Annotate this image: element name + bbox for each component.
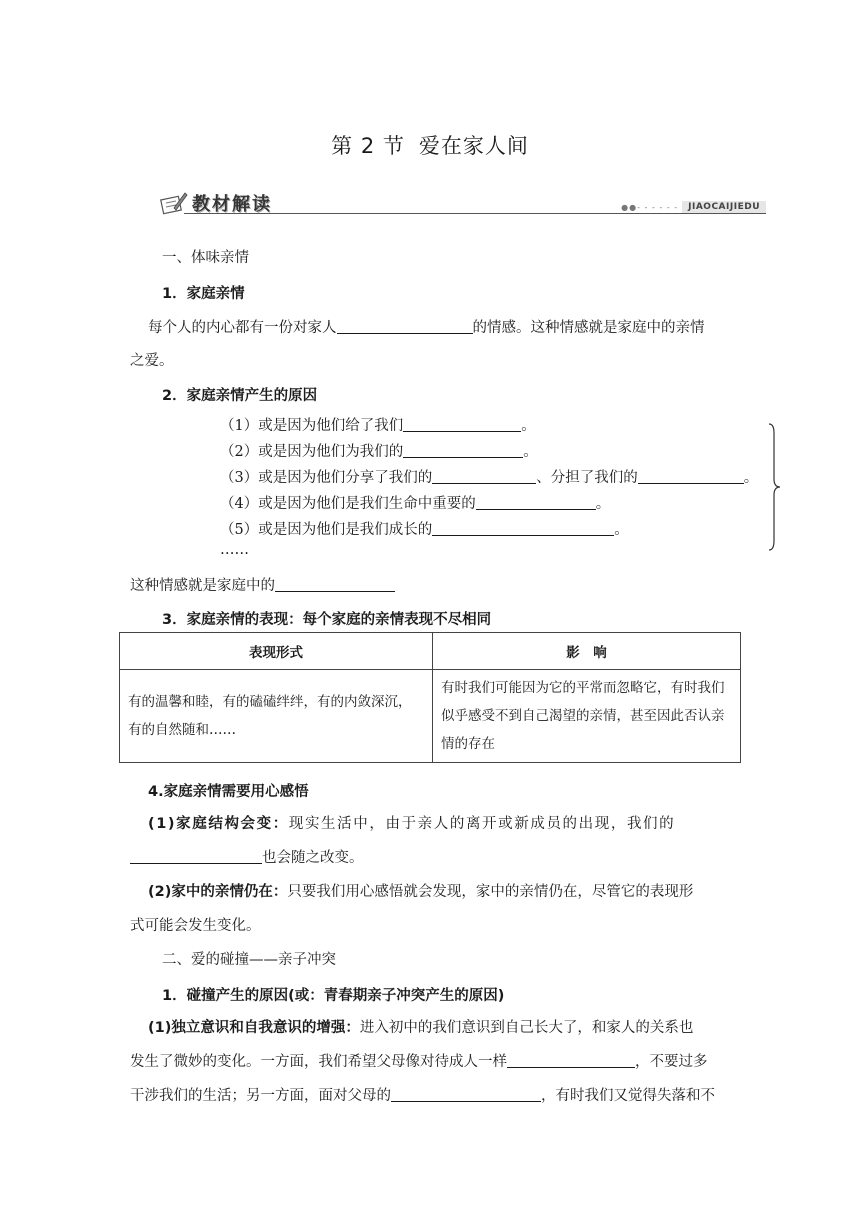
- section-two-heading: 二、爱的碰撞——亲子冲突: [162, 952, 336, 968]
- item-4b-text: 只要我们用心感悟就会发现，家中的亲情仍在，尽管它的表现形: [287, 884, 694, 900]
- item-4a-text-2: 也会随之改变。: [262, 850, 364, 866]
- answer-blank[interactable]: [432, 469, 536, 484]
- collision-heading: 1．碰撞产生的原因(或：青春期亲子冲突产生的原因): [162, 988, 505, 1004]
- reason-3-text-a: （3）或是因为他们分享了我们的: [220, 470, 433, 486]
- period: 。: [614, 522, 629, 538]
- reason-3-text-b: 、分担了我们的: [536, 470, 638, 486]
- item-4a-text: 现实生活中，由于亲人的离开或新成员的出现，我们的: [288, 816, 676, 832]
- reason-5: [220, 518, 629, 539]
- period: 。: [523, 444, 538, 460]
- item-4a-line2: [130, 846, 364, 867]
- reason-2-text: （2）或是因为他们为我们的: [220, 444, 404, 460]
- collision-1-text-2a: 发生了微妙的变化。一方面，我们希望父母像对待成人一样: [130, 1054, 507, 1070]
- period: 。: [743, 470, 759, 486]
- right-brace-icon: [768, 423, 782, 551]
- collision-1-line2: [130, 1050, 708, 1071]
- table-cell: 有的温馨和睦，有的磕磕绊绊，有的内敛深沉，有的自然随和……: [120, 670, 433, 763]
- reason-1-text: （1）或是因为他们给了我们: [220, 418, 404, 434]
- reason-5-text: （5）或是因为他们是我们成长的: [220, 522, 433, 538]
- answer-blank[interactable]: [403, 417, 521, 432]
- collision-1-text-3a: 干涉我们的生活；另一方面，面对父母的: [130, 1088, 391, 1104]
- answer-blank[interactable]: [337, 319, 473, 334]
- reason-4-text: （4）或是因为他们是我们生命中重要的: [220, 496, 476, 512]
- item-1-heading: 1．家庭亲情: [162, 286, 245, 302]
- table-header-row: [120, 633, 741, 670]
- expression-table: [119, 632, 741, 763]
- item-4b-label: (2)家中的亲情仍在：: [148, 884, 288, 900]
- section-banner: [160, 190, 766, 216]
- item-1-text-a: 每个人的内心都有一份对家人: [148, 320, 337, 336]
- banner-dots-icon: ●●- - - - - -: [621, 202, 679, 212]
- reason-3: [220, 466, 758, 487]
- table-cell: 有时我们可能因为它的平常而忽略它，有时我们似乎感受不到自己渴望的亲情，甚至因此否认亲情的存在: [433, 670, 741, 763]
- conclusion-text: 这种情感就是家庭中的: [130, 578, 275, 594]
- collision-1-text-2b: ，不要过多: [635, 1054, 708, 1070]
- collision-1-text: 进入初中的我们意识到自己长大了，和家人的关系也: [359, 1020, 694, 1036]
- page-title: [0, 130, 860, 160]
- banner-tag: JIAOCAIJIEDU: [682, 201, 766, 213]
- item-2-heading: 2．家庭亲情产生的原因: [162, 388, 318, 404]
- section-one-heading: 一、体味亲情: [162, 250, 249, 266]
- item-1-text-b: 的情感。这种情感就是家庭中的亲情: [472, 320, 705, 336]
- title-section-number: 第 2 节: [331, 134, 405, 158]
- reason-2: [220, 440, 538, 461]
- item-4b-line1: [148, 880, 693, 901]
- collision-1-text-3b: ，有时我们又觉得失落和不: [541, 1088, 715, 1104]
- answer-blank[interactable]: [476, 495, 596, 510]
- reason-ellipsis: ……: [220, 542, 249, 558]
- item-4a-line1: [148, 812, 675, 833]
- item-1-line1: [148, 316, 705, 337]
- period: 。: [521, 418, 536, 434]
- reason-conclusion: [130, 574, 395, 595]
- item-3-heading: 3．家庭亲情的表现：每个家庭的亲情表现不尽相同: [162, 612, 492, 628]
- banner-label: 教材解读: [192, 194, 272, 215]
- answer-blank[interactable]: [403, 443, 523, 458]
- table-header-cell: 影 响: [433, 633, 741, 670]
- item-4b-line2: 式可能会发生变化。: [130, 918, 261, 934]
- collision-1-line1: [148, 1016, 693, 1037]
- title-text: 爱在家人间: [418, 134, 529, 158]
- answer-blank[interactable]: [391, 1087, 541, 1102]
- item-4-heading: 4.家庭亲情需要用心感悟: [148, 784, 309, 800]
- period: 。: [595, 496, 611, 512]
- collision-1-label: (1)独立意识和自我意识的增强：: [148, 1020, 360, 1036]
- collision-1-line3: [130, 1084, 715, 1105]
- answer-blank[interactable]: [432, 521, 614, 536]
- reason-4: [220, 492, 610, 513]
- answer-blank[interactable]: [130, 849, 262, 864]
- table-row: [120, 670, 741, 763]
- reason-1: [220, 414, 536, 435]
- answer-blank[interactable]: [507, 1053, 635, 1068]
- answer-blank[interactable]: [638, 469, 744, 484]
- table-header-cell: 表现形式: [120, 633, 433, 670]
- answer-blank[interactable]: [275, 577, 395, 592]
- item-4a-label: (1)家庭结构会变：: [148, 816, 289, 832]
- item-1-line2: 之爱。: [130, 353, 174, 369]
